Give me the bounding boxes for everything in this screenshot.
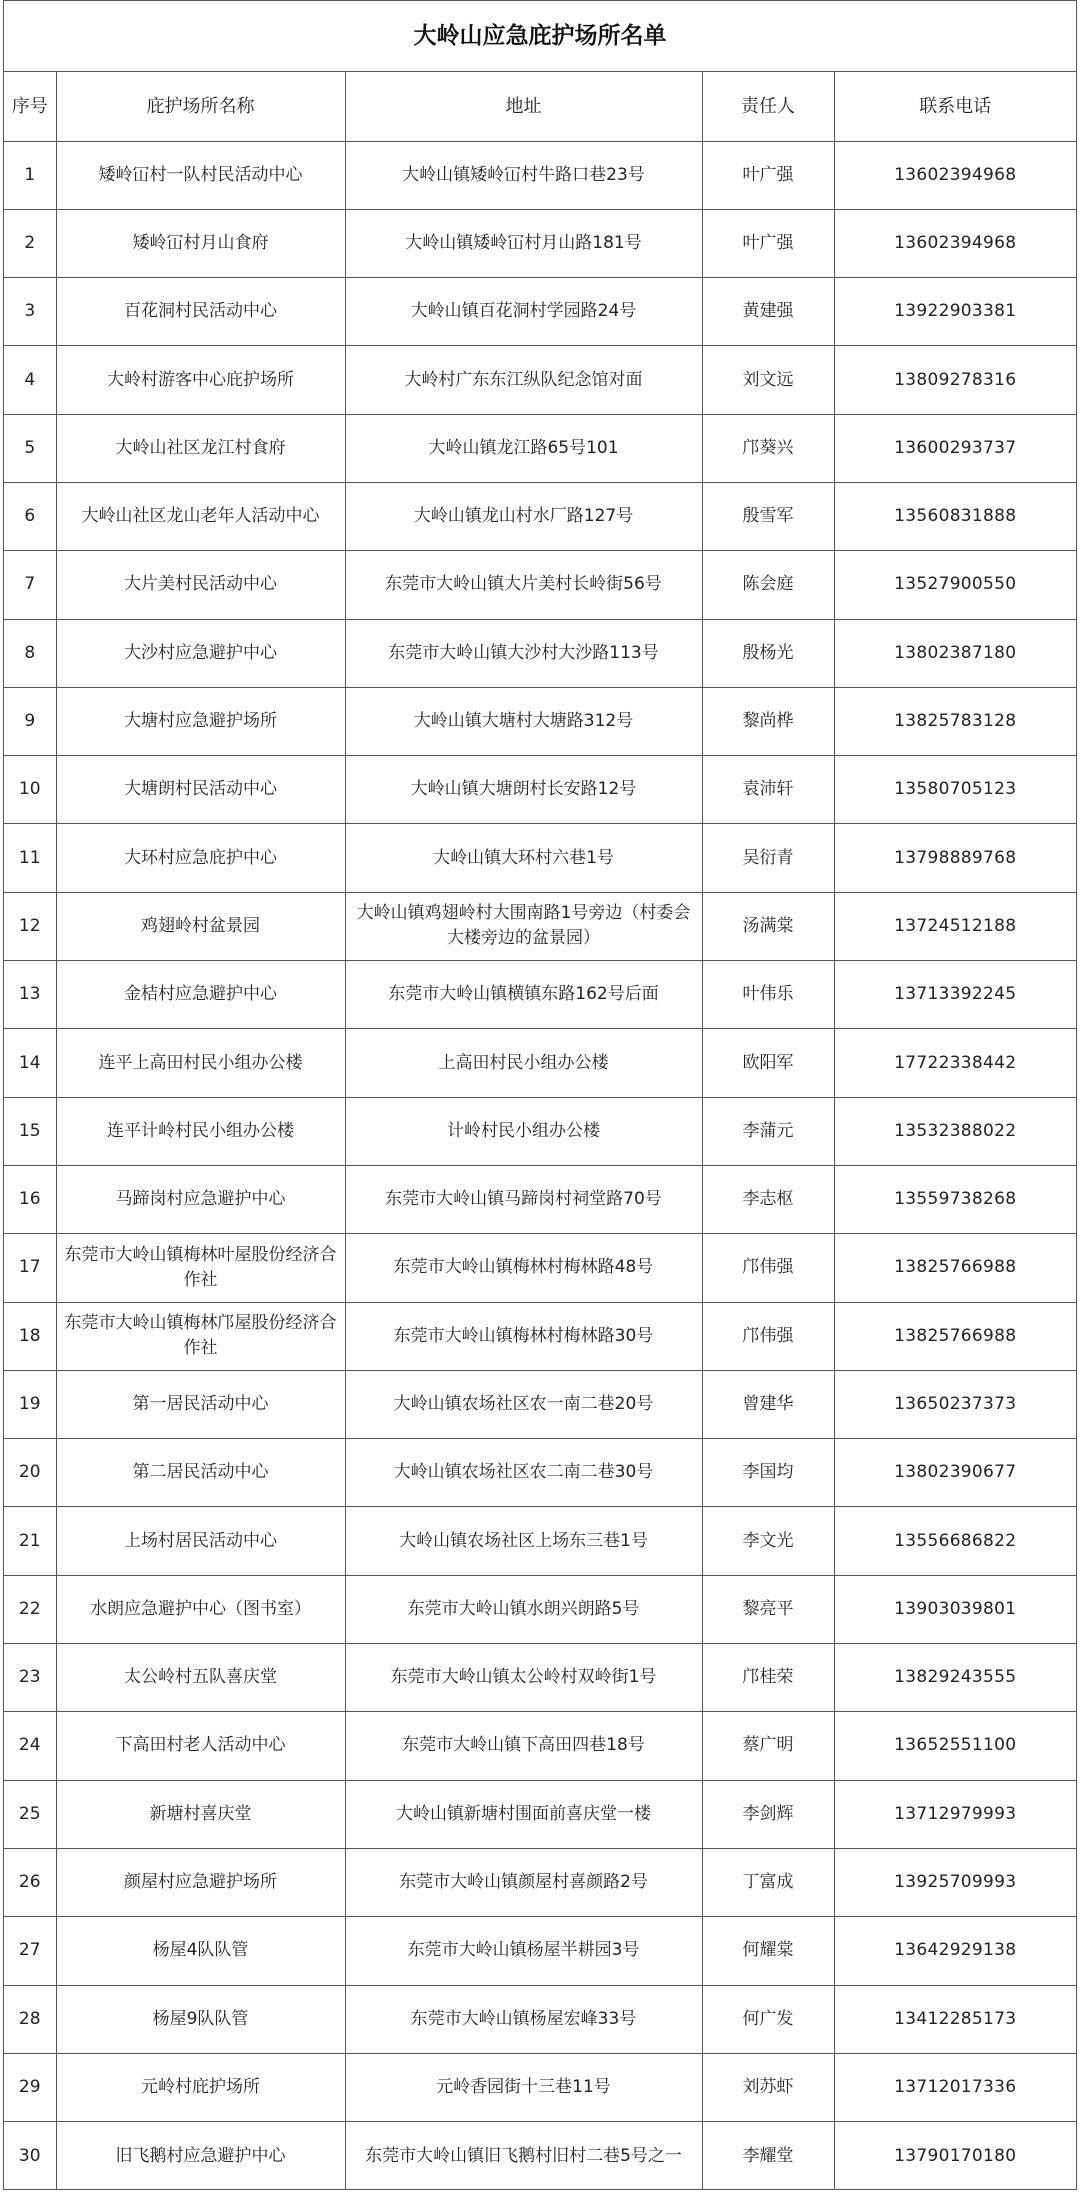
shelter-name: 颜屋村应急避护场所 <box>56 1848 345 1916</box>
shelter-address: 东莞市大岭山镇梅林村梅林路30号 <box>345 1302 702 1370</box>
shelter-address: 大岭山镇农场社区上场东三巷1号 <box>345 1507 702 1575</box>
contact-phone: 13580705123 <box>834 756 1076 824</box>
row-index: 29 <box>4 2053 56 2121</box>
table-row <box>4 346 1076 414</box>
shelter-name: 大环村应急庇护中心 <box>56 824 345 892</box>
contact-phone: 13825766988 <box>834 1234 1076 1302</box>
contact-phone: 13650237373 <box>834 1370 1076 1438</box>
shelter-name: 杨屋9队队管 <box>56 1985 345 2053</box>
row-index: 3 <box>4 278 56 346</box>
contact-phone: 13642929138 <box>834 1917 1076 1985</box>
shelter-name: 大片美村民活动中心 <box>56 551 345 619</box>
row-index: 2 <box>4 209 56 277</box>
contact-phone: 13712017336 <box>834 2053 1076 2121</box>
shelter-address: 大岭山镇鸡翅岭村大围南路1号旁边（村委会大楼旁边的盆景园） <box>345 892 702 960</box>
contact-phone: 17722338442 <box>834 1029 1076 1097</box>
shelter-name: 太公岭村五队喜庆堂 <box>56 1644 345 1712</box>
table-row <box>4 619 1076 687</box>
table-row <box>4 1507 1076 1575</box>
responsible-person: 李志枢 <box>702 1165 834 1233</box>
contact-phone: 13724512188 <box>834 892 1076 960</box>
shelter-name: 旧飞鹅村应急避护中心 <box>56 2122 345 2190</box>
responsible-person: 邝伟强 <box>702 1234 834 1302</box>
contact-phone: 13925709993 <box>834 1848 1076 1916</box>
table-row <box>4 1439 1076 1507</box>
shelter-name: 大岭山社区龙江村食府 <box>56 414 345 482</box>
table-row <box>4 1985 1076 2053</box>
contact-phone: 13559738268 <box>834 1165 1076 1233</box>
table-row <box>4 1165 1076 1233</box>
responsible-person: 叶伟乐 <box>702 961 834 1029</box>
row-index: 26 <box>4 1848 56 1916</box>
header-person: 责任人 <box>702 72 834 141</box>
shelter-name: 马蹄岗村应急避护中心 <box>56 1165 345 1233</box>
row-index: 25 <box>4 1780 56 1848</box>
table-row <box>4 824 1076 892</box>
shelter-name: 水朗应急避护中心（图书室） <box>56 1575 345 1643</box>
shelter-address: 东莞市大岭山镇梅林村梅林路48号 <box>345 1234 702 1302</box>
shelter-name: 大沙村应急避护中心 <box>56 619 345 687</box>
contact-phone: 13412285173 <box>834 1985 1076 2053</box>
shelter-name: 矮岭冚村一队村民活动中心 <box>56 141 345 209</box>
table-row <box>4 414 1076 482</box>
contact-phone: 13560831888 <box>834 482 1076 550</box>
table-row <box>4 1302 1076 1370</box>
row-index: 6 <box>4 482 56 550</box>
table-row <box>4 2053 1076 2121</box>
shelter-name: 第二居民活动中心 <box>56 1439 345 1507</box>
responsible-person: 黄建强 <box>702 278 834 346</box>
contact-phone: 13903039801 <box>834 1575 1076 1643</box>
responsible-person: 曾建华 <box>702 1370 834 1438</box>
responsible-person: 刘苏虾 <box>702 2053 834 2121</box>
row-index: 24 <box>4 1712 56 1780</box>
shelter-address: 东莞市大岭山镇马蹄岗村祠堂路70号 <box>345 1165 702 1233</box>
table-row <box>4 278 1076 346</box>
responsible-person: 陈会庭 <box>702 551 834 619</box>
shelter-address: 东莞市大岭山镇横镇东路162号后面 <box>345 961 702 1029</box>
responsible-person: 李文光 <box>702 1507 834 1575</box>
contact-phone: 13652551100 <box>834 1712 1076 1780</box>
shelter-name: 金桔村应急避护中心 <box>56 961 345 1029</box>
table-row <box>4 756 1076 824</box>
row-index: 17 <box>4 1234 56 1302</box>
shelter-name: 连平计岭村民小组办公楼 <box>56 1097 345 1165</box>
table-row <box>4 209 1076 277</box>
row-index: 4 <box>4 346 56 414</box>
responsible-person: 李蒲元 <box>702 1097 834 1165</box>
shelter-address: 计岭村民小组办公楼 <box>345 1097 702 1165</box>
table-row <box>4 2122 1076 2190</box>
page-title: 大岭山应急庇护场所名单 <box>4 1 1076 72</box>
row-index: 27 <box>4 1917 56 1985</box>
contact-phone: 13602394968 <box>834 141 1076 209</box>
responsible-person: 袁沛轩 <box>702 756 834 824</box>
shelter-name: 大岭村游客中心庇护场所 <box>56 346 345 414</box>
row-index: 18 <box>4 1302 56 1370</box>
row-index: 28 <box>4 1985 56 2053</box>
contact-phone: 13802390677 <box>834 1439 1076 1507</box>
table-body <box>4 141 1076 2190</box>
row-index: 20 <box>4 1439 56 1507</box>
table-row <box>4 1780 1076 1848</box>
contact-phone: 13829243555 <box>834 1644 1076 1712</box>
shelter-address: 上高田村民小组办公楼 <box>345 1029 702 1097</box>
row-index: 23 <box>4 1644 56 1712</box>
row-index: 16 <box>4 1165 56 1233</box>
contact-phone: 13825766988 <box>834 1302 1076 1370</box>
contact-phone: 13802387180 <box>834 619 1076 687</box>
row-index: 14 <box>4 1029 56 1097</box>
contact-phone: 13790170180 <box>894 2145 1017 2166</box>
shelter-name: 大塘朗村民活动中心 <box>56 756 345 824</box>
shelter-address: 东莞市大岭山镇水朗兴朗路5号 <box>345 1575 702 1643</box>
shelter-name: 下高田村老人活动中心 <box>56 1712 345 1780</box>
shelter-address: 大岭山镇大环村六巷1号 <box>345 824 702 892</box>
shelter-list-sheet <box>3 0 1077 2190</box>
shelter-name: 百花洞村民活动中心 <box>56 278 345 346</box>
contact-phone: 13825783128 <box>834 687 1076 755</box>
contact-phone: 13712979993 <box>834 1780 1076 1848</box>
table-row <box>4 687 1076 755</box>
row-index: 5 <box>4 414 56 482</box>
shelter-name: 第一居民活动中心 <box>56 1370 345 1438</box>
responsible-person: 殷杨光 <box>702 619 834 687</box>
contact-phone: 13922903381 <box>834 278 1076 346</box>
shelter-name: 东莞市大岭山镇梅林邝屋股份经济合作社 <box>56 1302 345 1370</box>
responsible-person: 邝桂荣 <box>702 1644 834 1712</box>
shelter-name: 上场村居民活动中心 <box>56 1507 345 1575</box>
contact-phone: 13809278316 <box>834 346 1076 414</box>
contact-phone: 13602394968 <box>834 209 1076 277</box>
responsible-person: 叶广强 <box>702 141 834 209</box>
contact-phone: 13527900550 <box>834 551 1076 619</box>
shelter-name: 矮岭冚村月山食府 <box>56 209 345 277</box>
shelter-table <box>4 72 1076 2190</box>
responsible-person: 叶广强 <box>702 209 834 277</box>
shelter-address: 东莞市大岭山镇杨屋宏峰33号 <box>345 1985 702 2053</box>
shelter-address: 东莞市大岭山镇颜屋村喜颜路2号 <box>345 1848 702 1916</box>
shelter-address: 东莞市大岭山镇大片美村长岭街56号 <box>345 551 702 619</box>
shelter-name: 大塘村应急避护场所 <box>56 687 345 755</box>
responsible-person: 蔡广明 <box>702 1712 834 1780</box>
row-index: 13 <box>4 961 56 1029</box>
responsible-person: 殷雪军 <box>702 482 834 550</box>
row-index: 19 <box>4 1370 56 1438</box>
responsible-person: 汤满棠 <box>702 892 834 960</box>
table-row <box>4 1097 1076 1165</box>
header-phone: 联系电话 <box>834 72 1076 141</box>
responsible-person: 李国均 <box>702 1439 834 1507</box>
shelter-address: 大岭山镇新塘村围面前喜庆堂一楼 <box>345 1780 702 1848</box>
table-row <box>4 1644 1076 1712</box>
shelter-address: 大岭山镇百花洞村学园路24号 <box>345 278 702 346</box>
shelter-name: 新塘村喜庆堂 <box>56 1780 345 1848</box>
responsible-person: 李耀堂 <box>702 2122 834 2190</box>
shelter-address: 大岭山镇农场社区农一南二巷20号 <box>345 1370 702 1438</box>
header-address: 地址 <box>345 72 702 141</box>
shelter-address: 大岭山镇矮岭冚村牛路口巷23号 <box>345 141 702 209</box>
table-row <box>4 551 1076 619</box>
responsible-person: 欧阳军 <box>702 1029 834 1097</box>
row-index: 21 <box>4 1507 56 1575</box>
row-index: 30 <box>4 2122 56 2190</box>
table-row <box>4 1234 1076 1302</box>
row-index: 8 <box>4 619 56 687</box>
responsible-person: 邝葵兴 <box>702 414 834 482</box>
shelter-address: 大岭山镇大塘村大塘路312号 <box>345 687 702 755</box>
shelter-name: 元岭村庇护场所 <box>56 2053 345 2121</box>
header-name: 庇护场所名称 <box>56 72 345 141</box>
responsible-person: 黎尚桦 <box>702 687 834 755</box>
row-index: 10 <box>4 756 56 824</box>
responsible-person: 黎亮平 <box>702 1575 834 1643</box>
row-index: 9 <box>4 687 56 755</box>
table-row <box>4 892 1076 960</box>
table-row <box>4 1029 1076 1097</box>
responsible-person: 何广发 <box>702 1985 834 2053</box>
table-row <box>4 1917 1076 1985</box>
shelter-address: 大岭山镇龙江路65号101 <box>345 414 702 482</box>
header-index: 序号 <box>4 72 56 141</box>
responsible-person: 丁富成 <box>702 1848 834 1916</box>
table-row <box>4 1575 1076 1643</box>
responsible-person: 刘文远 <box>702 346 834 414</box>
row-index: 22 <box>4 1575 56 1643</box>
row-index: 12 <box>4 892 56 960</box>
shelter-address: 大岭山镇大塘朗村长安路12号 <box>345 756 702 824</box>
shelter-name: 东莞市大岭山镇梅林叶屋股份经济合作社 <box>56 1234 345 1302</box>
shelter-name: 连平上高田村民小组办公楼 <box>56 1029 345 1097</box>
contact-phone: 13600293737 <box>834 414 1076 482</box>
table-row <box>4 1370 1076 1438</box>
row-index: 1 <box>4 141 56 209</box>
shelter-address: 东莞市大岭山镇太公岭村双岭街1号 <box>345 1644 702 1712</box>
table-row <box>4 482 1076 550</box>
row-index: 11 <box>4 824 56 892</box>
shelter-name: 大岭山社区龙山老年人活动中心 <box>56 482 345 550</box>
table-row <box>4 961 1076 1029</box>
contact-phone: 13798889768 <box>834 824 1076 892</box>
table-row <box>4 141 1076 209</box>
row-index: 15 <box>4 1097 56 1165</box>
contact-phone: 13532388022 <box>834 1097 1076 1165</box>
contact-phone: 13556686822 <box>834 1507 1076 1575</box>
shelter-name: 杨屋4队队管 <box>56 1917 345 1985</box>
shelter-address: 大岭村广东东江纵队纪念馆对面 <box>345 346 702 414</box>
shelter-address: 东莞市大岭山镇大沙村大沙路113号 <box>345 619 702 687</box>
shelter-address: 大岭山镇矮岭冚村月山路181号 <box>345 209 702 277</box>
responsible-person: 吴衍青 <box>702 824 834 892</box>
contact-phone: 13713392245 <box>834 961 1076 1029</box>
shelter-address: 元岭香园街十三巷11号 <box>345 2053 702 2121</box>
table-header-row <box>4 72 1076 141</box>
responsible-person: 邝伟强 <box>702 1302 834 1370</box>
row-index: 7 <box>4 551 56 619</box>
table-row <box>4 1848 1076 1916</box>
table-row <box>4 1712 1076 1780</box>
shelter-address: 东莞市大岭山镇下高田四巷18号 <box>345 1712 702 1780</box>
shelter-address: 东莞市大岭山镇旧飞鹅村旧村二巷5号之一 <box>345 2122 702 2190</box>
responsible-person: 李剑辉 <box>702 1780 834 1848</box>
shelter-address: 大岭山镇龙山村水厂路127号 <box>345 482 702 550</box>
shelter-address: 东莞市大岭山镇杨屋半耕园3号 <box>345 1917 702 1985</box>
shelter-name: 鸡翅岭村盆景园 <box>56 892 345 960</box>
responsible-person: 何耀棠 <box>702 1917 834 1985</box>
shelter-address: 大岭山镇农场社区农二南二巷30号 <box>345 1439 702 1507</box>
